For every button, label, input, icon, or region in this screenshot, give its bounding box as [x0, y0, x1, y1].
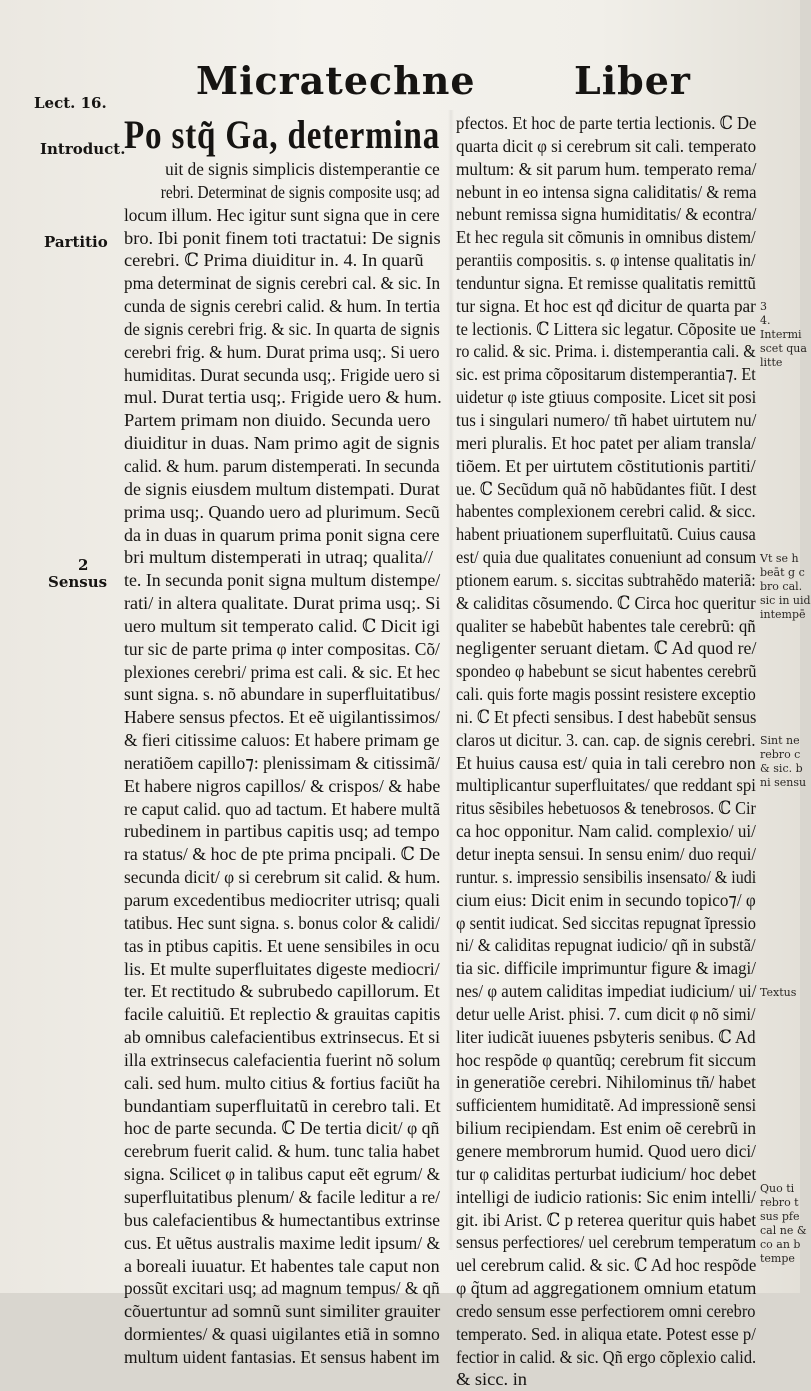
margin-note — [760, 510, 802, 524]
margin-note — [760, 846, 802, 860]
margin-note: Sint ne — [760, 734, 800, 747]
margin-note — [760, 888, 802, 902]
margin-note: 3 — [760, 300, 767, 313]
text-line: & fieri citissime caluos: Et habere primam ge — [124, 730, 440, 751]
left-text-column — [124, 112, 440, 1369]
text-line: uit de signis simplicis distemperantie ce — [165, 159, 440, 179]
right-text-column — [456, 112, 756, 1391]
text-line: Et huius causa est/ quia in tali cerebro non — [456, 752, 756, 773]
text-line: secunda dicit/ φ si cerebrum sit calid. & hum. — [124, 867, 441, 888]
text-line: & sicc. in — [456, 1369, 527, 1390]
text-line: claros ut dicitur. 3. can. cap. de signis cerebri. — [456, 729, 756, 750]
text-line: intelligi de iudicio rationis: Sic enim intelli/ — [456, 1186, 756, 1207]
margin-note — [760, 832, 802, 846]
text-line: sufficientem humiditatẽ. Ad impressionẽ sensi — [456, 1095, 757, 1116]
text-line: temperato. Sed. in aliqua etate. Potest esse p/ — [456, 1323, 756, 1344]
margin-note — [760, 678, 802, 692]
margin-note — [760, 1014, 802, 1028]
margin-note: tempe — [760, 1252, 795, 1265]
text-line: cium eius: Dicit enim in secundo topico⁊/ φ — [456, 889, 756, 910]
text-line: sunt signa. s. nõ abundare in superfluitatibus/ — [124, 684, 441, 705]
margin-note — [760, 860, 802, 874]
margin-note: intempē — [760, 608, 806, 621]
margin-note: Textus — [760, 986, 797, 999]
text-line: diuiditur in duas. Nam primo agit de signis — [124, 433, 440, 454]
text-line: pfectos. Et hoc de parte tertia lectionis. ℂ De — [456, 113, 757, 133]
margin-note — [760, 706, 802, 720]
margin-note — [760, 398, 802, 412]
text-line: neratiõem capillo⁊: plenissimam & citissimã/ — [124, 752, 440, 773]
text-line: git. ibi Arist. ℂ p reterea queritur quis habet — [456, 1209, 757, 1230]
text-line: signa. Scilicet φ in talibus caput eẽt egrum/ & — [124, 1164, 441, 1185]
text-line: facile caluitiũ. Et replectio & grauitas capitis — [124, 1004, 441, 1025]
text-line: cali. quis forte magis possint resistere exceptio — [456, 684, 756, 705]
text-line: lis. Et multe superfluitates digeste mediocri/ — [124, 958, 440, 979]
margin-note — [760, 874, 802, 888]
text-line: habentes complexionem cerebri calid. & sicc. — [456, 501, 756, 522]
text-line: bri multum distemperati in utraq; qualita// — [124, 547, 434, 568]
text-line: plexiones cerebri/ prima est cali. & sic. Et hec — [124, 661, 441, 682]
text-line: tenduntur signa. Et remisse qualitatis remittũ — [456, 272, 756, 293]
margin-note — [760, 1168, 802, 1182]
text-line: negligenter seruant dietam. ℂ Ad quod re/ — [456, 638, 757, 659]
margin-note — [760, 804, 802, 818]
text-line: sensus perfectiores/ uel cerebrum temperatum — [456, 1232, 757, 1253]
text-line: runtur. s. impressio sensibilis insensato/ & iudi — [456, 866, 757, 887]
text-line: tur sic de parte prima φ inter compositas. Cõ/ — [124, 638, 440, 659]
margin-note — [760, 384, 802, 398]
text-line: dormientes/ & quasi uigilantes etiã in somno — [124, 1324, 440, 1345]
margin-note — [760, 972, 802, 986]
text-line: uel cerebrum calid. & sic. ℂ Ad hoc respõde — [456, 1255, 757, 1276]
text-line: Habere sensus pfectos. Et eẽ uigilantissimos/ — [124, 707, 441, 728]
margin-note — [760, 650, 802, 664]
text-line: ritus sẽsibiles hebetuosos & tenebrosos. ℂ Cir — [456, 798, 756, 819]
margin-note — [760, 1140, 802, 1154]
text-line: rati/ in altera qualitate. Durat prima usq;. Si — [124, 593, 441, 614]
margin-note — [760, 1070, 802, 1084]
margin-note — [760, 622, 802, 636]
margin-note — [760, 664, 802, 678]
margin-note: & sic. b — [760, 762, 803, 775]
margin-note — [760, 1056, 802, 1070]
text-line: meri pluralis. Et hoc patet per aliam transla/ — [456, 432, 756, 453]
text-line: cerebri. ℂ Prima diuiditur in. 4. In quarũ — [124, 250, 424, 271]
text-line: calid. & hum. parum distemperati. In secunda — [124, 455, 440, 476]
text-line: φ sentit iudicat. Sed siccitas repugnat ĩpressio — [456, 912, 757, 933]
margin-note — [760, 524, 802, 538]
text-line: φ q̃tum ad aggregationem omnium etatum — [456, 1278, 757, 1299]
text-line: tur signa. Et hoc est qđ dicitur de quarta par — [456, 295, 756, 316]
margin-note — [760, 1028, 802, 1042]
margin-note: bro cal. — [760, 580, 803, 593]
text-line: bundantiam superfluitatũ in cerebro tali. Et — [124, 1095, 441, 1116]
text-line: multum: & sit parum hum. temperato rema/ — [456, 158, 757, 179]
margin-note — [760, 902, 802, 916]
text-line: da in duas in quarum prima ponit signa cere — [124, 524, 440, 545]
text-line: tatibus. Hec sunt signa. s. bonus color & calidi/ — [124, 912, 440, 933]
margin-note — [760, 1098, 802, 1112]
text-line: ca hoc opponitur. Nam calid. complexio/ ui/ — [456, 821, 756, 842]
text-line: re caput calid. quo ad tactum. Et habere multã — [124, 798, 441, 819]
text-line: hoc de parte secunda. ℂ De tertia dicit/ φ qñ — [124, 1118, 440, 1139]
margin-note — [760, 496, 802, 510]
text-line: parum excedentibus mediocriter utrisq; quali — [124, 890, 441, 910]
margin-note — [760, 1126, 802, 1140]
margin-note-partition: Partitio — [44, 233, 108, 251]
margin-note: sic in uid — [760, 594, 811, 607]
margin-note — [760, 1154, 802, 1168]
text-line: est/ quia due qualitates conueniunt ad consum — [456, 547, 757, 568]
margin-note: co an b — [760, 1238, 801, 1251]
margin-note — [760, 818, 802, 832]
text-line: fectior in calid. & sic. Qñ ergo cõplexio calid. — [456, 1346, 757, 1367]
text-line: ra status/ & hoc de pte prima pncipali. ℂ De — [124, 844, 441, 865]
text-line: nebunt remissa signa humiditatis/ & econtra/ — [456, 204, 757, 225]
text-line: detur uelle Arist. phisi. 7. cum dicit φ nõ simi/ — [456, 1003, 756, 1024]
text-line: de signis eiusdem multum distempati. Durat — [124, 478, 440, 499]
text-line: ni. ℂ Et pfecti sensibus. I dest habebũt sensus — [456, 706, 757, 727]
margin-note: rebro c — [760, 748, 801, 761]
text-line: tas in ptibus capitis. Et uene sensibiles in ocu — [124, 935, 440, 956]
text-line: te. In secunda ponit signa multum distempe/ — [124, 570, 441, 591]
text-line: genere membrorum humid. Quod uero dici/ — [456, 1140, 756, 1161]
margin-note — [760, 1084, 802, 1098]
margin-note: ni sensu — [760, 776, 807, 789]
margin-note — [760, 930, 802, 944]
text-line: ter. Et rectitudo & subrubedo capillorum. Et — [124, 981, 440, 1002]
margin-note — [760, 944, 802, 958]
text-line: credo sensum esse perfectiorem omni cerebro — [456, 1300, 756, 1321]
text-line: quarta dicit φ si cerebrum sit cali. temperato — [456, 135, 757, 156]
margin-note: litte — [760, 356, 783, 369]
margin-note — [760, 468, 802, 482]
text-line: tus i singulari numero/ tñ habet uirtutem nu/ — [456, 409, 757, 430]
text-line: sic. est prima cõpositarum distemperantia⁊. Et — [456, 364, 756, 385]
margin-note-lecture: Lect. 16. — [34, 94, 107, 112]
text-line: habent priuationem superfluitatũ. Cuius causa — [456, 524, 756, 545]
text-line: nebunt in eo intensa signa caliditatis/ & rema — [456, 181, 757, 202]
margin-note: cal ne & — [760, 1224, 807, 1237]
margin-note: beāt g c — [760, 566, 805, 579]
text-line: nes/ φ autem caliditas impediat iudicium/ ui/ — [456, 981, 757, 1002]
margin-note — [760, 1112, 802, 1126]
margin-note: scet qua — [760, 342, 807, 355]
text-line: ue. ℂ Secũdum quã nõ habũdantes fiũt. I dest — [456, 478, 757, 499]
text-line: uero multum sit temperato calid. ℂ Dicit igi — [124, 615, 441, 636]
text-line: multum uident fantasias. Et sensus habent im — [124, 1346, 440, 1367]
text-line: bus calefacientibus & humectantibus extrinse — [124, 1209, 440, 1230]
text-line: qualiter se habebũt habentes tale cerebrũ: qñ — [456, 615, 756, 636]
text-line: in generatiõe cerebri. Nihilominus tñ/ habet — [456, 1072, 756, 1093]
text-line: bilium recipiendam. Est enim oẽ cerebrũ in — [456, 1118, 757, 1139]
margin-note — [760, 370, 802, 384]
margin-note — [760, 426, 802, 440]
text-line: cõuertuntur ad somnũ sunt similiter grauiter — [124, 1301, 441, 1322]
text-line: locum illum. Hec igitur sunt signa que in cere — [124, 204, 440, 225]
margin-note — [760, 482, 802, 496]
running-header-right: Liber — [574, 58, 691, 103]
text-line: cerebri frig. & hum. Durat prima usq;. Si uero — [124, 341, 440, 362]
margin-note: 4. — [760, 314, 771, 327]
text-line: Et hec regula sit cõmunis in omnibus distem/ — [456, 227, 756, 248]
margin-note — [760, 692, 802, 706]
text-line: spondeo φ habebunt se sicut habentes cerebrũ — [456, 661, 757, 682]
text-line: ro calid. & sic. Prima. i. distemperantia cali. & — [456, 341, 756, 362]
text-line: Partem primam non diuido. Secunda uero — [124, 410, 431, 431]
text-line: cunda de signis cerebri calid. & hum. In tertia — [124, 296, 441, 317]
text-line: ptionem earum. s. siccitas subtrahẽdo materiã: — [456, 569, 756, 590]
margin-note — [760, 440, 802, 454]
text-line: illa extrinsecus calefacientia fuerint nõ solum — [124, 1049, 441, 1070]
text-line: cerebrum fuerit calid. & hum. tunc talia habet — [124, 1141, 440, 1162]
running-header-left: Micratechne — [196, 58, 476, 103]
text-line: rebri. Determinat de signis composite usq; ad — [160, 181, 440, 202]
text-line: & caliditas cõsumendo. ℂ Circa hoc queritur — [456, 592, 756, 613]
page-gutter — [448, 110, 454, 1250]
text-line: ab omnibus calefacientibus extrinsecus. Et si — [124, 1027, 441, 1048]
text-line: bro. Ibi ponit finem toti tractatui: De signis — [124, 227, 441, 248]
margin-note — [760, 636, 802, 650]
margin-note: Quo ti — [760, 1182, 795, 1195]
margin-note: rebro t — [760, 1196, 799, 1209]
text-line: a boreali iuuatur. Et habentes tale caput non — [124, 1255, 440, 1276]
text-line: Po stq̃ Ga, determina — [124, 112, 441, 157]
margin-note — [760, 790, 802, 804]
text-line: mul. Durat tertia usq;. Frigide uero & hum. — [124, 387, 442, 408]
text-line: multiplicantur superfluitates/ que reddant spi — [456, 775, 756, 796]
margin-note — [760, 1042, 802, 1056]
text-line: rubedinem in partibus capitis usq; ad tempo — [124, 821, 440, 842]
text-line: humiditas. Durat secunda usq;. Frigide uero si — [124, 364, 441, 385]
text-line: uidetur φ iste gtiuus composite. Licet sit posi — [456, 387, 757, 408]
text-line: de signis cerebri frig. & sic. In quarta de signis — [124, 318, 440, 339]
right-margin-notes — [760, 300, 811, 1266]
margin-note-introduction: Introduct. — [40, 140, 126, 158]
text-line: prima usq;. Quando uero ad plurimum. Secũ — [124, 501, 440, 522]
margin-note — [760, 1000, 802, 1014]
margin-note — [760, 916, 802, 930]
text-line: tia sic. difficile imprimuntur figure & imagi/ — [456, 958, 756, 979]
margin-note — [760, 412, 802, 426]
margin-note: Vt se h — [760, 552, 799, 565]
text-line: ni/ & caliditas repugnat iudicio/ qñ in substã/ — [456, 935, 756, 956]
text-line: pma determinat de signis cerebri cal. & sic. In — [124, 273, 441, 294]
text-line: cali. sed hum. multo citius & fortius faciũt ha — [124, 1072, 440, 1093]
margin-note — [760, 538, 802, 552]
text-line: Et habere nigros capillos/ & crispos/ & habe — [124, 775, 441, 796]
text-line: hoc respõde φ quantũq; cerebrum fit siccum — [456, 1049, 757, 1070]
margin-note — [760, 958, 802, 972]
text-line: tur φ caliditas perturbat iudicium/ hoc debet — [456, 1163, 757, 1184]
text-line: cus. Et uẽtus australis maxime ledit ipsum/ & — [124, 1232, 441, 1253]
margin-note — [760, 454, 802, 468]
text-line: superfluitatibus plenum/ & facile leditur a re/ — [124, 1186, 441, 1207]
text-line: liter iudicãt iuuenes psbyteris senibus. ℂ Ad — [456, 1026, 756, 1047]
margin-note: Intermi — [760, 328, 802, 341]
text-line: possũt excitari usq; ad magnum tempus/ & qñ — [124, 1278, 440, 1299]
text-line: te lectionis. ℂ Littera sic legatur. Cõposite ue — [456, 318, 756, 339]
margin-note-number: 2 — [78, 556, 89, 574]
text-line: detur inepta sensui. In sensu enim/ duo requi/ — [456, 844, 756, 864]
margin-note — [760, 720, 802, 734]
margin-note-senses: Sensus — [48, 573, 108, 591]
margin-note: sus pfe — [760, 1210, 800, 1223]
text-line: perantiis compositis. s. φ intense qualitatis in/ — [456, 250, 756, 271]
text-line: tiõem. Et per uirtutem cõstitutionis partiti/ — [456, 455, 756, 476]
